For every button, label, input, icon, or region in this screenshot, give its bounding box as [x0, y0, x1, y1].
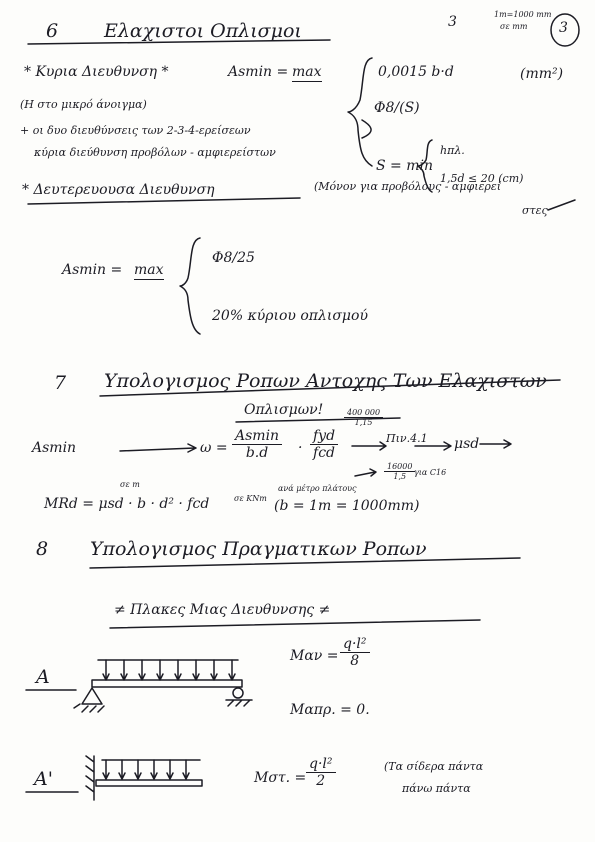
asmin-main-value: 0,0015 b·d — [378, 64, 454, 80]
section-7-number: 7 — [54, 372, 67, 394]
secondary-underline — [28, 198, 300, 204]
arrow-asmin-omega — [120, 444, 196, 452]
secondary-option-1: Φ8/25 — [212, 250, 255, 266]
secondary-option-2: 20% κύριου οπλισμού — [212, 308, 368, 324]
fyd-note: $\frac{400 000}{1,15}$ — [344, 408, 383, 427]
arrow-omega-table — [352, 442, 386, 450]
m-st-fraction: $\frac{\text{q·l²}}{2}$ — [306, 756, 336, 789]
section-8-subtitle: ≠ Πλακες Μιας Διευθυνσης ≠ — [114, 602, 331, 618]
mrd-note: ανά μέτρο πλάτους — [278, 484, 357, 493]
corner-squiggle: 3 — [448, 14, 457, 30]
mrd-unit: σε KNm — [234, 494, 267, 503]
omega-fraction-2: fyd fcd — [310, 428, 338, 461]
mrd-equation: MRd = μsd · b · d² · fcd — [44, 496, 210, 512]
mrd-width: (b = 1m = 1000mm) — [274, 498, 420, 514]
fcd-note-tail: για C16 — [414, 468, 447, 477]
section-6-number: 6 — [46, 20, 59, 42]
corner-tiny-note: 1m=1000 mm — [494, 10, 552, 19]
dot-operator: · — [298, 440, 303, 456]
secondary-asmin-eq: Asmin = — [62, 262, 123, 278]
secondary-brace — [180, 238, 200, 334]
arrow-musd-next — [480, 440, 511, 448]
cantilever-note-2: πάνω πάντα — [402, 782, 471, 795]
beam-a-drawing — [74, 660, 252, 712]
arrow-fcd — [355, 469, 376, 476]
omega-eq: ω = — [200, 440, 228, 456]
s-option-1: hπλ. — [440, 144, 465, 157]
note-main-direction: κύρια διεύθυνση προβόλων - αμφιερείστων — [34, 146, 276, 159]
subtitle-underline — [110, 620, 480, 628]
asmin-start: Asmin — [32, 440, 77, 456]
main-direction-label: * Κυρια Διευθυνση * — [24, 64, 169, 80]
case-a-label: A — [36, 666, 50, 688]
section-8-title: Υπολογισμος Πραγματικων Ροπων — [90, 538, 427, 560]
max-word: max — [292, 64, 322, 80]
section-6-title: Ελαχιστοι Οπλισμοι — [104, 20, 302, 42]
note-two-directions: + οι δυο διευθύνσεις των 2-3-4-ερείσεων — [20, 124, 251, 137]
secondary-note-stroke — [548, 200, 575, 210]
secondary-direction-label: * Δευτερευουσα Διευθυνση — [22, 182, 215, 198]
corner-tiny-note2: σε mm — [500, 22, 528, 31]
s-equation: S = min — [376, 158, 433, 174]
m-apr-eq: Mαπρ. = 0. — [290, 702, 370, 718]
s-arrow — [362, 120, 371, 138]
m-an-fraction: $\frac{\text{q·l²}}{8}$ — [340, 636, 370, 669]
secondary-max-word: max — [134, 262, 164, 278]
secondary-note-1: (Μόνον για προβόλους - αμφιερεί — [314, 180, 502, 193]
secondary-note-2: στες — [522, 204, 548, 217]
page-number: 3 — [559, 20, 568, 36]
section-7-title-2: Οπλισμων! — [244, 402, 324, 418]
mrd-unit-m: σε m — [120, 480, 140, 489]
table-ref: Πιν.4.1 — [386, 432, 428, 445]
section-8-number: 8 — [36, 538, 49, 560]
beam-a-prime-drawing — [86, 756, 202, 800]
asmin-eq: Asmin = — [228, 64, 289, 80]
musd-value: μsd — [454, 436, 480, 452]
main-brace — [348, 58, 372, 166]
m-st-eq: Mστ. = — [254, 770, 307, 786]
section-7-title: Υπολογισμος Ροπων Αντοχης Των Ελαχιστων — [104, 370, 547, 392]
note-small-span: (Η στο μικρό άνοιγμα) — [20, 98, 147, 111]
fcd-note: $\frac{16000}{1,5}$ — [384, 462, 415, 481]
cantilever-note-1: (Τα σίδερα πάντα — [384, 760, 484, 773]
phi-value: Φ8/(S) — [374, 100, 420, 116]
asmin-units: (mm²) — [520, 66, 564, 82]
omega-fraction-1: Asmin b.d — [232, 428, 282, 461]
s-option-2: 1,5d ≤ 20 (cm) — [440, 172, 524, 185]
m-an-eq: Mαν = — [290, 648, 339, 664]
case-a-prime-label: A' — [34, 768, 53, 790]
